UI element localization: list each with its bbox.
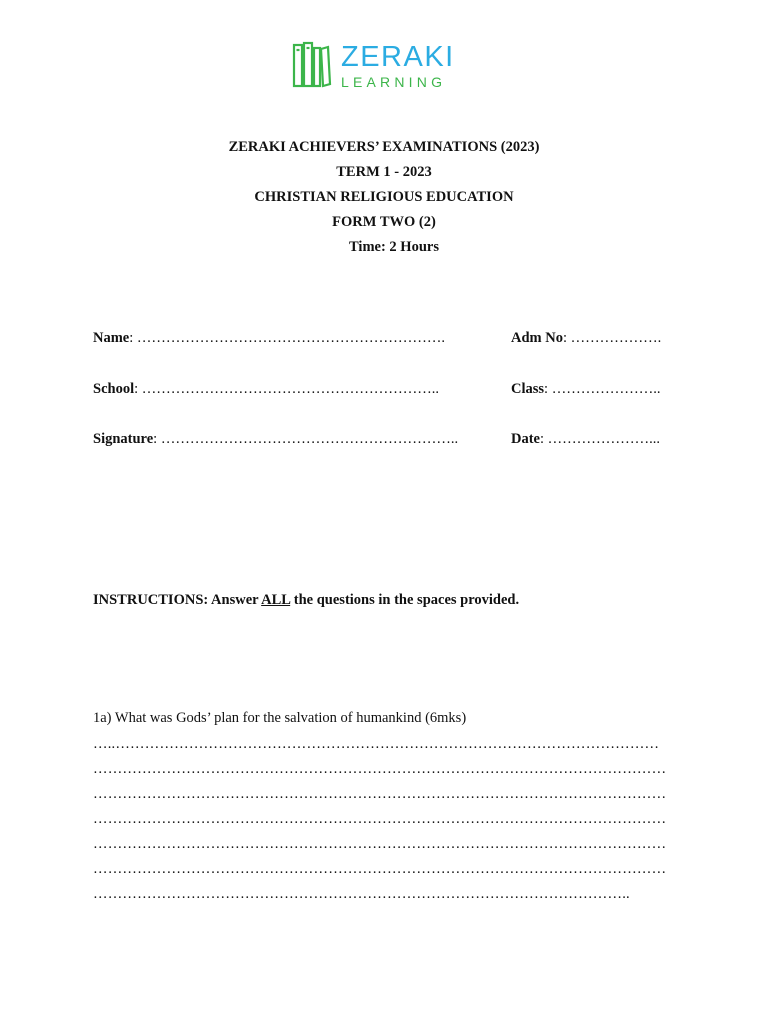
adm-no-label: Adm No bbox=[511, 330, 563, 346]
instructions-prefix: INSTRUCTIONS: Answer bbox=[93, 592, 262, 608]
date-dots: : …………………... bbox=[540, 431, 661, 447]
books-icon bbox=[292, 40, 332, 88]
brand-name: ZERAKI bbox=[341, 41, 455, 73]
class-field[interactable] bbox=[511, 381, 660, 398]
signature-dots: : …………………………………………………….. bbox=[153, 431, 459, 447]
name-label: Name bbox=[93, 330, 130, 346]
answer-line[interactable]: ……………………………………………………………………………………………………… bbox=[93, 761, 667, 777]
date-label: Date bbox=[511, 431, 540, 447]
answer-line[interactable]: ……………………………………………………………………………………………………… bbox=[93, 836, 667, 852]
school-label: School bbox=[93, 381, 135, 397]
exam-term: TERM 1 - 2023 bbox=[336, 164, 432, 180]
exam-time: Time: 2 Hours bbox=[349, 239, 439, 255]
school-field[interactable] bbox=[93, 381, 439, 398]
name-dots: : ………………………………………………………. bbox=[129, 330, 446, 346]
date-field[interactable] bbox=[511, 431, 660, 448]
adm-no-field[interactable] bbox=[511, 330, 661, 347]
answer-line[interactable]: ……………………………………………………………………………………………………… bbox=[93, 786, 667, 802]
instructions bbox=[93, 592, 519, 609]
exam-subject: CHRISTIAN RELIGIOUS EDUCATION bbox=[254, 189, 514, 205]
class-dots: : ………………….. bbox=[544, 381, 661, 397]
answer-line[interactable]: …..………………………………………………………………………………………………… bbox=[93, 736, 660, 752]
question-1a: 1a) What was Gods’ plan for the salvation of humankind (6mks) bbox=[93, 710, 467, 726]
school-dots: : …………………………………………………….. bbox=[134, 381, 439, 397]
adm-no-dots: : ………………. bbox=[562, 330, 662, 346]
instructions-emphasis: ALL bbox=[261, 592, 291, 608]
answer-line[interactable]: ……………………………………………………………………………………………….. bbox=[93, 886, 630, 902]
instructions-suffix: the questions in the spaces provided. bbox=[290, 592, 520, 608]
signature-label: Signature bbox=[93, 431, 154, 447]
brand-subtitle: LEARNING bbox=[341, 74, 447, 90]
exam-title: ZERAKI ACHIEVERS’ EXAMINATIONS (2023) bbox=[228, 139, 540, 155]
signature-field[interactable] bbox=[93, 431, 458, 448]
exam-form: FORM TWO (2) bbox=[332, 214, 436, 230]
class-label: Class bbox=[511, 381, 545, 397]
answer-line[interactable]: ……………………………………………………………………………………………………… bbox=[93, 861, 667, 877]
name-field[interactable] bbox=[93, 330, 445, 347]
answer-line[interactable]: ……………………………………………………………………………………………………… bbox=[93, 811, 667, 827]
zeraki-logo bbox=[292, 40, 455, 90]
